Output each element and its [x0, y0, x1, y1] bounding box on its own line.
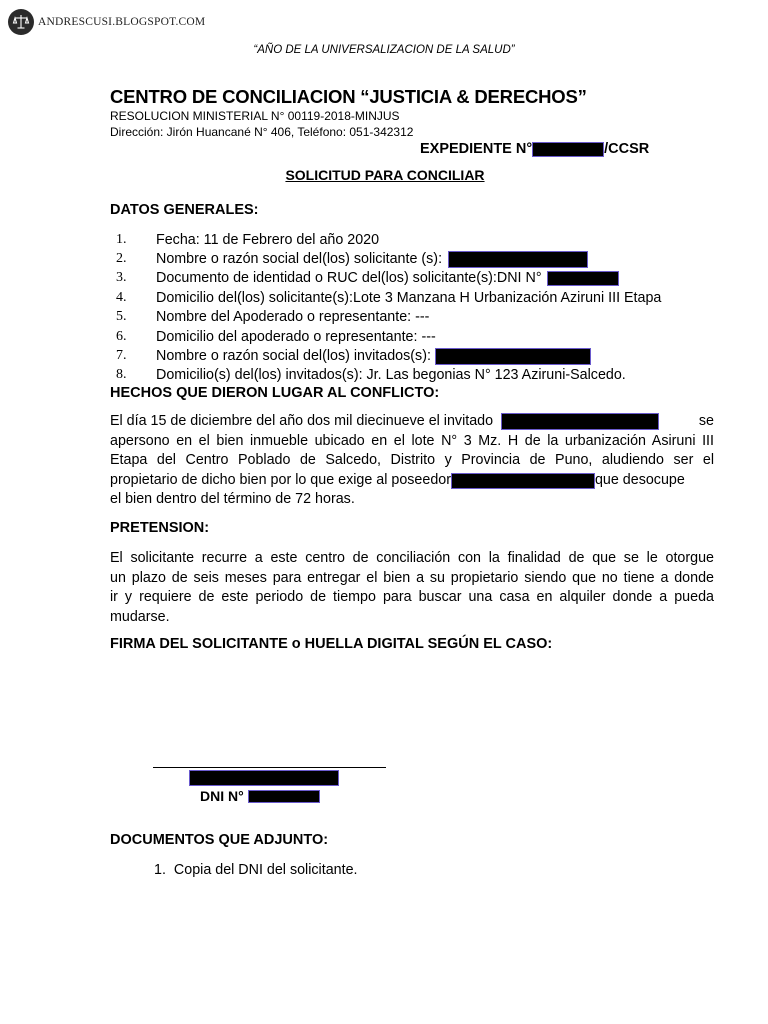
list-item: 5. Nombre del Apoderado o representante: ---	[116, 309, 430, 326]
scales-of-justice-icon	[8, 9, 34, 35]
hechos-heading: HECHOS QUE DIERON LUGAR AL CONFLICTO:	[110, 385, 440, 401]
center-address: Dirección: Jirón Huancané N° 406, Teléfono: 051-342312	[110, 125, 414, 139]
redacted-block	[547, 271, 619, 286]
center-title: CENTRO DE CONCILIACION “JUSTICIA & DERECHOS”	[110, 86, 587, 107]
signature-line	[153, 767, 386, 768]
list-item: 1. Fecha: 11 de Febrero del año 2020	[116, 231, 380, 248]
expediente-prefix: EXPEDIENTE N°	[420, 141, 533, 157]
datos-generales-list	[110, 230, 661, 385]
redacted-block	[248, 790, 320, 803]
redacted-block	[448, 251, 588, 268]
list-item: 2. Nombre o razón social del(los) solicitante (s):	[110, 249, 661, 268]
documentos-heading: DOCUMENTOS QUE ADJUNTO:	[110, 832, 329, 848]
list-item: 3. Documento de identidad o RUC del(los) solicitante(s):DNI N°	[110, 269, 661, 288]
list-item: 1. Copia del DNI del solicitante.	[154, 862, 358, 878]
list-item: 6. Domicilio del apoderado o representante: ---	[116, 328, 436, 345]
firma-heading: FIRMA DEL SOLICITANTE o HUELLA DIGITAL SEGÚN EL CASO:	[110, 636, 553, 652]
redacted-block	[451, 473, 595, 489]
pretension-heading: PRETENSION:	[110, 520, 210, 536]
expediente-number	[420, 141, 649, 157]
redacted-block	[189, 770, 339, 786]
ministerial-resolution: RESOLUCION MINISTERIAL N° 00119-2018-MINJUS	[110, 109, 400, 123]
datos-generales-heading: DATOS GENERALES:	[110, 202, 259, 218]
expediente-suffix: /CCSR	[604, 141, 650, 157]
hechos-paragraph: El día 15 de diciembre del año dos mil diecinueve el invitado se apersono en el bien inmueble ubicado en el lote N° 3 Mz. H de la urbanización Asiruni III Etapa del Centro Poblado de Salcedo, Distrito y Provincia de Puno, aludiendo ser el propietario de dicho bien por lo que exige al poseedor que desocupe el bien dentro del término de 72 horas.	[110, 413, 714, 508]
redacted-block	[435, 348, 591, 365]
redacted-block	[501, 413, 659, 430]
pretension-paragraph: El solicitante recurre a este centro de conciliación con la finalidad de que se le otorgue un plazo de seis meses para entregar el bien a su propietario siendo que no tiene a donde ir y requiere de este periodo de tiempo para buscar una casa en alquiler donde a pueda mudarse.	[110, 550, 714, 625]
list-item: 8. Domicilio(s) del(los) invitados(s): Jr. Las begonias N° 123 Aziruni-Salcedo.	[116, 367, 626, 384]
blog-watermark	[8, 9, 205, 35]
list-item: 7. Nombre o razón social del(los) invitados(s):	[110, 346, 661, 365]
redacted-block	[532, 142, 604, 157]
watermark-text: ANDRESCUSI.BLOGSPOT.COM	[38, 16, 206, 28]
signer-dni: DNI N°	[200, 788, 320, 804]
year-motto: “AÑO DE LA UNIVERSALIZACION DE LA SALUD”	[253, 44, 515, 56]
document-title: SOLICITUD PARA CONCILIAR	[285, 167, 485, 183]
list-item: 4. Domicilio del(los) solicitante(s):Lote 3 Manzana H Urbanización Aziruni III Etapa	[116, 289, 662, 306]
